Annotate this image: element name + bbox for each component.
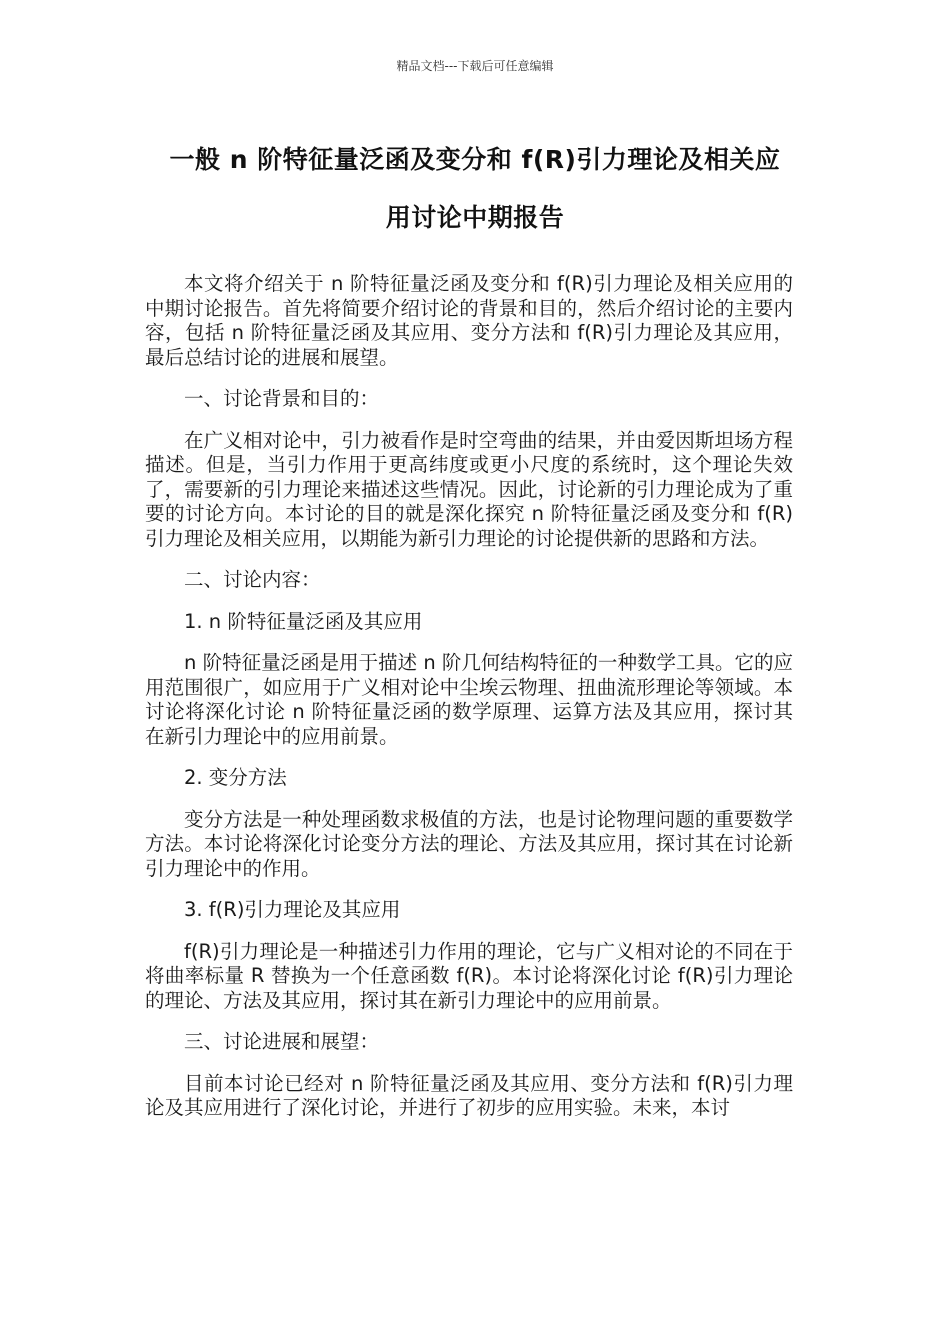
document-title-line-2: 用讨论中期报告	[385, 203, 565, 232]
document-body	[145, 272, 793, 1138]
functional-paragraph: n 阶特征量泛函是用于描述 n 阶几何结构特征的一种数学工具。它的应用范围很广，如应用于广义相对论中尘埃云物理、扭曲流形理论等领域。本讨论将深化讨论 n 阶特征量泛函的数学原理、运算方法及其应用，探讨其在新引力理论中的应用前景。	[145, 651, 793, 748]
subheading-functional: 1. n 阶特征量泛函及其应用	[184, 609, 423, 633]
fr-gravity-paragraph: f(R)引力理论是一种描述引力作用的理论，它与广义相对论的不同在于将曲率标量 R 替换为一个任意函数 f(R)。本讨论将深化讨论 f(R)引力理论的理论、方法及其应用，探讨其在新引力理论中的应用前景。	[145, 939, 793, 1012]
section-heading-content: 二、讨论内容：	[184, 568, 321, 591]
intro-paragraph: 本文将介绍关于 n 阶特征量泛函及变分和 f(R)引力理论及相关应用的中期讨论报告。首先将简要介绍讨论的背景和目的，然后介绍讨论的主要内容，包括 n 阶特征量泛函及其应用、变分方法和 f(R)引力理论及其应用，最后总结讨论的进展和展望。	[145, 272, 793, 369]
section-heading-background: 一、讨论背景和目的：	[184, 387, 380, 410]
variational-paragraph: 变分方法是一种处理函数求极值的方法，也是讨论物理问题的重要数学方法。本讨论将深化讨论变分方法的理论、方法及其应用，探讨其在讨论新引力理论中的作用。	[145, 807, 793, 880]
background-paragraph: 在广义相对论中，引力被看作是时空弯曲的结果，并由爱因斯坦场方程描述。但是，当引力作用于更高纬度或更小尺度的系统时，这个理论失效了，需要新的引力理论来描述这些情况。因此，讨论新的引力理论成为了重要的讨论方向。本讨论的目的就是深化探究 n 阶特征量泛函及变分和 f(R)引力理论及相关应用，以期能为新引力理论的讨论提供新的思路和方法。	[145, 428, 793, 550]
section-heading-progress: 三、讨论进展和展望：	[184, 1030, 380, 1053]
progress-paragraph: 目前本讨论已经对 n 阶特征量泛函及其应用、变分方法和 f(R)引力理论及其应用进行了深化讨论，并进行了初步的应用实验。未来，本讨	[145, 1071, 793, 1119]
subheading-fr-gravity: 3. f(R)引力理论及其应用	[184, 898, 401, 921]
document-title-line-1: 一般 n 阶特征量泛函及变分和 f(R)引力理论及相关应	[169, 145, 781, 174]
subheading-variational: 2. 变分方法	[184, 766, 287, 789]
page-header: 精品文档---下载后可任意编辑	[396, 59, 554, 73]
